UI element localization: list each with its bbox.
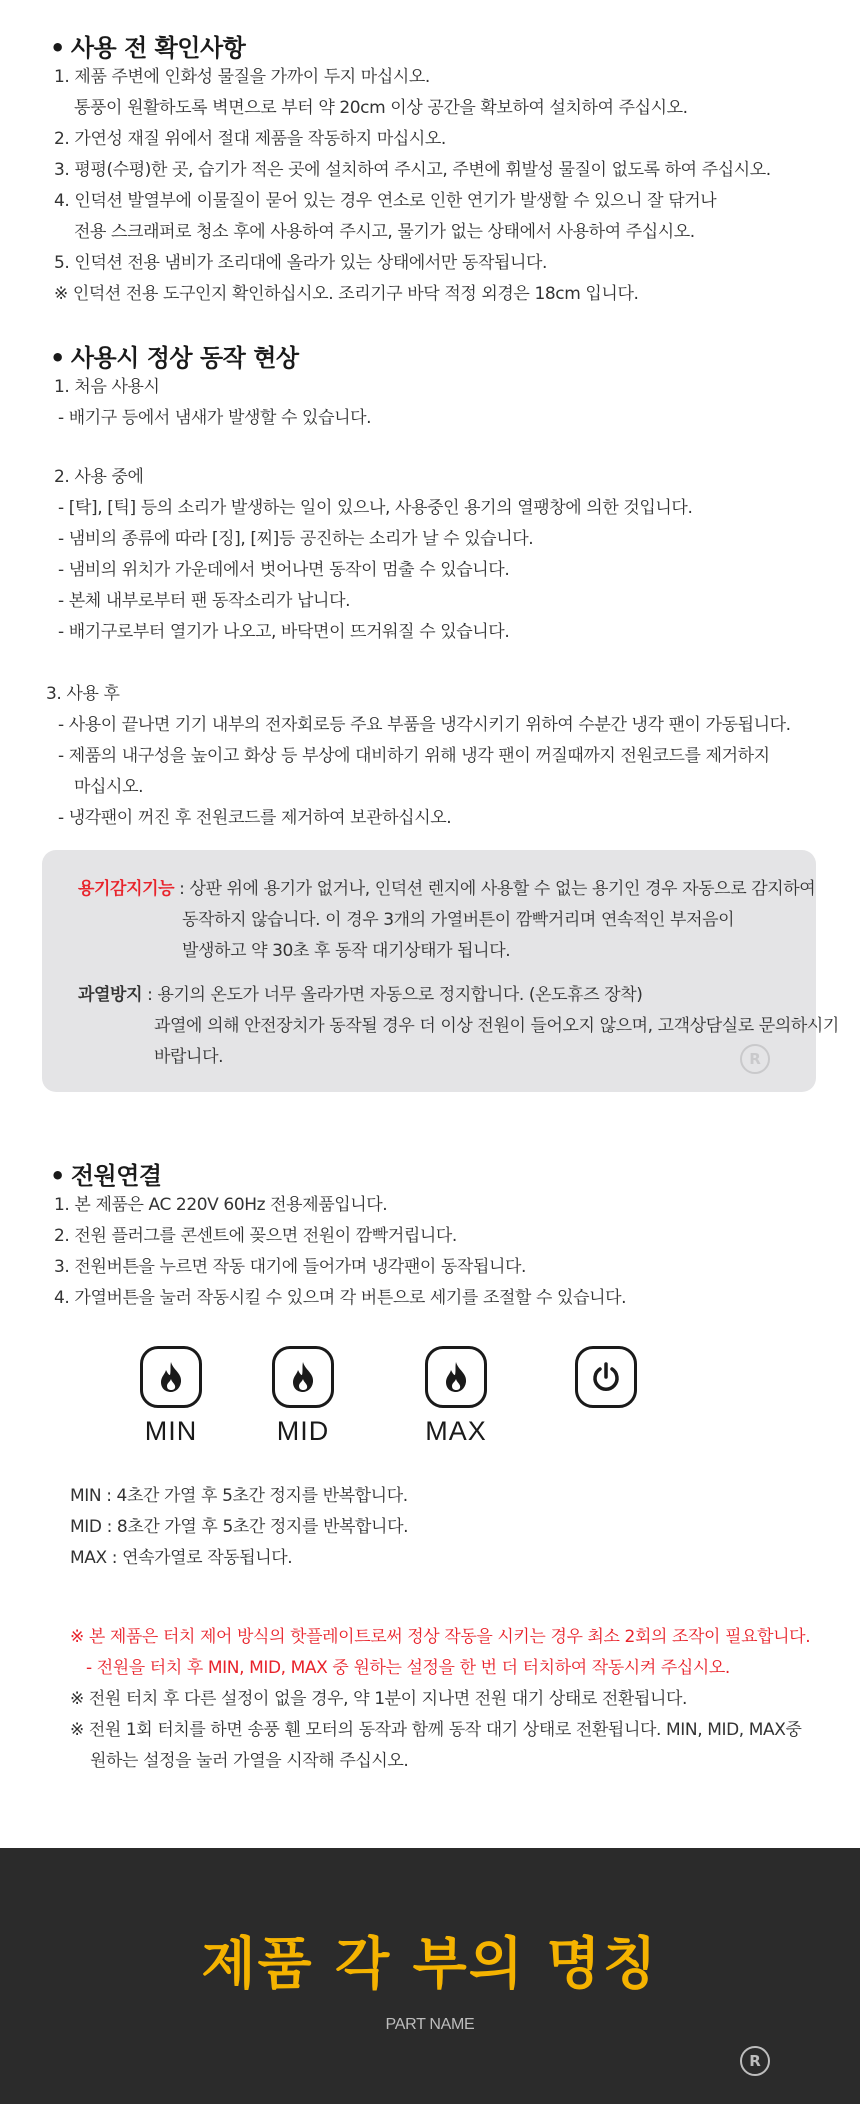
power-icon [575, 1346, 637, 1408]
after-use-line: - 제품의 내구성을 높이고 화상 등 부상에 대비하기 위해 냉각 팬이 꺼질때까지 전원코드를 제거하지 [58, 746, 770, 766]
power-line: 3. 전원버튼을 누르면 작동 대기에 들어가며 냉각팬이 동작됩니다. [54, 1257, 527, 1277]
vessel-detection-line: 발생하고 약 30초 후 동작 대기상태가 됩니다. [182, 941, 511, 961]
during-use-line: - 냄비의 종류에 따라 [징], [찌]등 공진하는 소리가 날 수 있습니다. [58, 529, 534, 549]
before-use-line: ※ 인덕션 전용 도구인지 확인하십시오. 조리기구 바닥 적정 외경은 18cm 입니다. [54, 284, 639, 304]
part-name-subtitle: PART NAME [385, 2016, 475, 2033]
section-title-power: • 전원연결 [50, 1162, 162, 1190]
first-use-line: - 배기구 등에서 냄새가 발생할 수 있습니다. [58, 408, 372, 428]
power-note-line: 원하는 설정을 눌러 가열을 시작해 주십시오. [90, 1751, 409, 1771]
after-use-line: - 냉각팬이 꺼진 후 전원코드를 제거하여 보관하십시오. [58, 808, 452, 828]
vessel-detection-label: 용기감지기능 [78, 879, 175, 899]
power-button [546, 1346, 666, 1408]
mid-label: MID [276, 1416, 330, 1446]
before-use-line: 1. 제품 주변에 인화성 물질을 가까이 두지 마십시오. [54, 67, 430, 87]
min-button [111, 1346, 231, 1447]
during-use-line: - 배기구로부터 열기가 나오고, 바닥면이 뜨거워질 수 있습니다. [58, 622, 510, 642]
vessel-detection-row [78, 878, 815, 900]
power-note-line: ※ 전원 터치 후 다른 설정이 없을 경우, 약 1분이 지나면 전원 대기 상태로 전환됩니다. [70, 1689, 688, 1709]
after-use-line: 마십시오. [74, 777, 144, 797]
before-use-line: 2. 가연성 재질 위에서 절대 제품을 작동하지 마십시오. [54, 129, 446, 149]
before-use-line: 전용 스크래퍼로 청소 후에 사용하여 주시고, 물기가 없는 상태에서 사용하여 주십시오. [74, 222, 695, 242]
after-use-line: - 사용이 끝나면 기기 내부의 전자회로등 주요 부품을 냉각시키기 위하여 수분간 냉각 팬이 가동됩니다. [58, 715, 791, 735]
during-use-line: - [탁], [틱] 등의 소리가 발생하는 일이 있으나, 사용중인 용기의 열팽창에 의한 것입니다. [58, 498, 693, 518]
flame-icon [425, 1346, 487, 1408]
during-use-heading: 2. 사용 중에 [54, 467, 144, 487]
power-line: 2. 전원 플러그를 콘센트에 꽂으면 전원이 깜빡거립니다. [54, 1226, 457, 1246]
after-use-heading: 3. 사용 후 [46, 684, 120, 704]
mid-button [243, 1346, 363, 1447]
flame-icon [140, 1346, 202, 1408]
before-use-line: 4. 인덕션 발열부에 이물질이 묻어 있는 경우 연소로 인한 연기가 발생할 수 있으니 잘 닦거나 [54, 191, 717, 211]
flame-icon [272, 1346, 334, 1408]
section-title-before-use: • 사용 전 확인사항 [50, 34, 246, 62]
max-button [396, 1346, 516, 1447]
overheat-line: 바랍니다. [154, 1047, 224, 1067]
overheat-label: 과열방지 [78, 985, 143, 1005]
during-use-line: - 본체 내부로부터 팬 동작소리가 납니다. [58, 591, 351, 611]
registered-mark-icon: R [740, 2046, 770, 2076]
vessel-detection-line: 동작하지 않습니다. 이 경우 3개의 가열버튼이 깜빡거리며 연속적인 부저음이 [182, 910, 735, 930]
before-use-line: 5. 인덕션 전용 냄비가 조리대에 올라가 있는 상태에서만 동작됩니다. [54, 253, 548, 273]
before-use-line: 통풍이 원활하도록 벽면으로 부터 약 20cm 이상 공간을 확보하여 설치하여 주십시오. [74, 98, 688, 118]
min-label: MIN [144, 1416, 198, 1446]
registered-mark-icon: R [740, 1044, 770, 1074]
max-label: MAX [425, 1416, 487, 1446]
before-use-line: 3. 평평(수평)한 곳, 습기가 적은 곳에 설치하여 주시고, 주변에 휘발성 물질이 없도록 하여 주십시오. [54, 160, 771, 180]
overheat-line: 과열에 의해 안전장치가 동작될 경우 더 이상 전원이 들어오지 않으며, 고객상담실로 문의하시기 [154, 1016, 839, 1036]
mode-line: MID : 8초간 가열 후 5초간 정지를 반복합니다. [70, 1517, 409, 1537]
touch-warning-line: - 전원을 터치 후 MIN, MID, MAX 중 원하는 설정을 한 번 더 터치하여 작동시켜 주십시오. [86, 1658, 730, 1678]
power-line: 1. 본 제품은 AC 220V 60Hz 전용제품입니다. [54, 1195, 388, 1215]
first-use-heading: 1. 처음 사용시 [54, 377, 160, 397]
touch-warning-line: ※ 본 제품은 터치 제어 방식의 핫플레이트로써 정상 작동을 시키는 경우 최소 2회의 조작이 필요합니다. [70, 1627, 811, 1647]
control-buttons-illustration [0, 1346, 860, 1456]
mode-line: MAX : 연속가열로 작동됩니다. [70, 1548, 293, 1568]
part-name-banner [0, 1848, 860, 2104]
part-name-title: 제품 각 부의 명칭 [201, 1932, 659, 1997]
during-use-line: - 냄비의 위치가 가운데에서 벗어나면 동작이 멈출 수 있습니다. [58, 560, 510, 580]
overheat-row [78, 984, 643, 1006]
vessel-detection-text: : 상판 위에 용기가 없거나, 인덕션 렌지에 사용할 수 없는 용기인 경우 자동으로 감지하여 [179, 879, 816, 899]
mode-line: MIN : 4초간 가열 후 5초간 정지를 반복합니다. [70, 1486, 408, 1506]
section-title-normal-operation: • 사용시 정상 동작 현상 [50, 344, 299, 372]
notice-box [42, 850, 839, 1092]
power-note-line: ※ 전원 1회 터치를 하면 송풍 휀 모터의 동작과 함께 동작 대기 상태로 전환됩니다. MIN, MID, MAX중 [70, 1720, 802, 1740]
overheat-text: : 용기의 온도가 너무 올라가면 자동으로 정지합니다. (온도휴즈 장착) [147, 985, 643, 1005]
power-line: 4. 가열버튼을 눌러 작동시킬 수 있으며 각 버튼으로 세기를 조절할 수 있습니다. [54, 1288, 627, 1308]
